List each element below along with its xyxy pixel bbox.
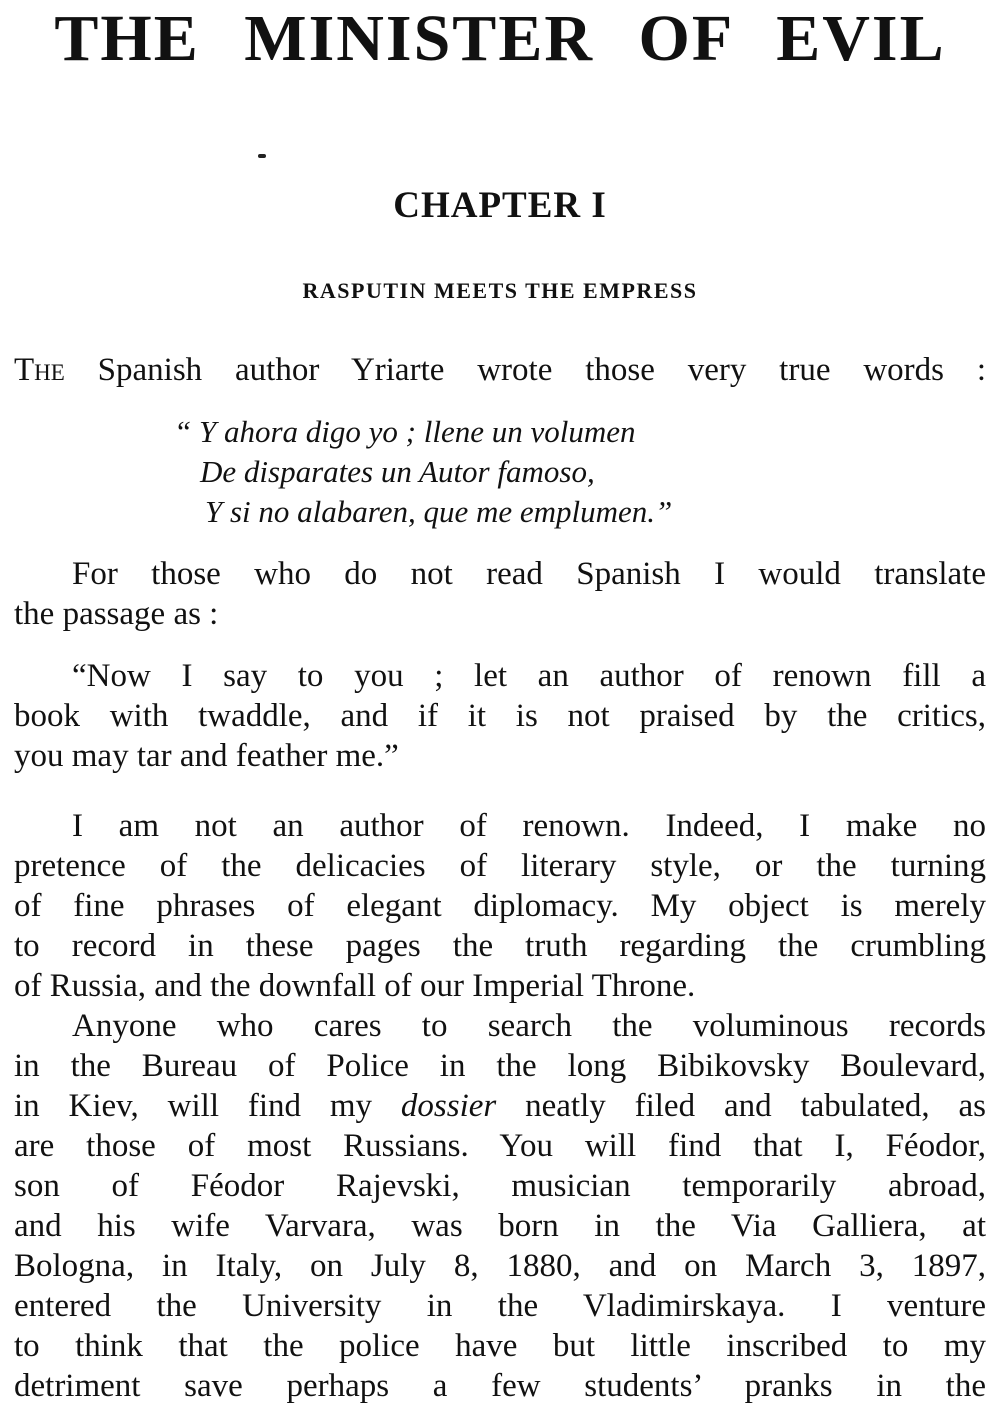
paragraph-line: to think that the police have but little inscribed to my [14,1328,986,1364]
text-segment: neatly filed and tabulated, as [496,1088,986,1124]
paragraph-line: to record in these pages the truth regarding the crumbling [14,928,986,964]
paragraph-line: in the Bureau of Police in the long Bibikovsky Boulevard, [14,1048,986,1084]
verse-line-2: De disparates un Autor famoso, [200,454,595,489]
paragraph-line: of Russia, and the downfall of our Imperial Throne. [14,968,696,1004]
print-speck [258,154,266,158]
text-segment: in Kiev, will find my [14,1088,401,1124]
opening-lead-word: The [14,352,65,388]
paragraph-line: entered the University in the Vladimirskaya. I venture [14,1288,986,1324]
paragraph-line [14,1086,986,1126]
paragraph-line: of fine phrases of elegant diplomacy. My object is merely [14,888,986,924]
book-title: THE MINISTER OF EVIL [54,2,946,75]
paragraph-line: detriment save perhaps a few students’ pranks in the [14,1368,986,1404]
verse-line-1: “ Y ahora digo yo ; llene un volumen [174,414,636,449]
paragraph-line: Anyone who cares to search the voluminous records [72,1008,986,1044]
paragraph-line: pretence of the delicacies of literary style, or the turning [14,848,986,884]
paragraph-line: “Now I say to you ; let an author of renown fill a [72,658,986,694]
opening-line [14,350,986,390]
paragraph-line: I am not an author of renown. Indeed, I make no [72,808,986,844]
paragraph-line: the passage as : [14,596,219,632]
chapter-number: CHAPTER I [393,185,607,226]
paragraph-line: Bologna, in Italy, on July 8, 1880, and on March 3, 1897, [14,1248,986,1284]
italic-word: dossier [400,1088,497,1124]
paragraph-line: are those of most Russians. You will find that I, Féodor, [14,1128,986,1164]
paragraph-line: son of Féodor Rajevski, musician temporarily abroad, [14,1168,986,1204]
paragraph-line: and his wife Varvara, was born in the Via Galliera, at [14,1208,986,1244]
paragraph-line: For those who do not read Spanish I would translate [72,556,986,592]
chapter-title: RASPUTIN MEETS THE EMPRESS [302,278,698,303]
verse-line-3: Y si no alabaren, que me emplumen.” [205,494,673,529]
opening-line-rest: Spanish author Yriarte wrote those very true words : [64,352,986,388]
paragraph-line: book with twaddle, and if it is not praised by the critics, [14,698,986,734]
paragraph-line: you may tar and feather me.” [14,738,399,774]
